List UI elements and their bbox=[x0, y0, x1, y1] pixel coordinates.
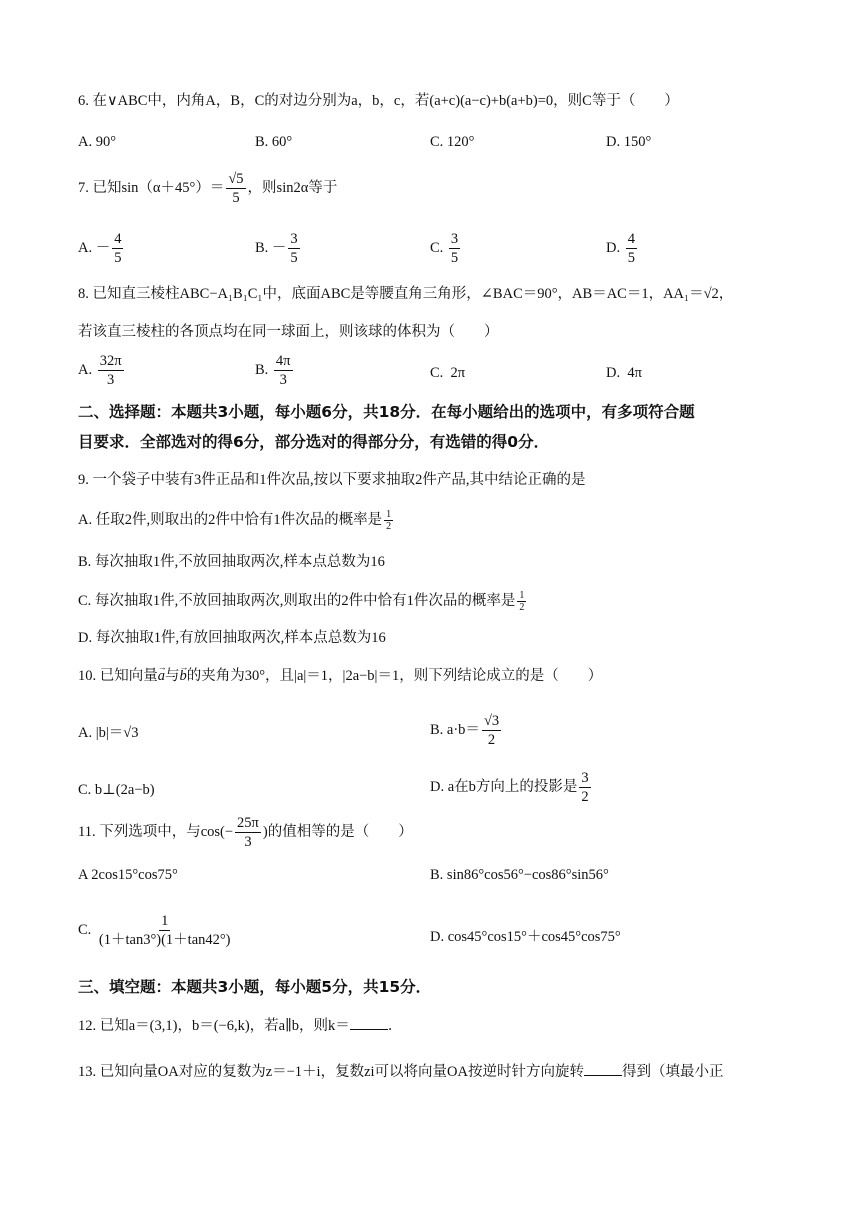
q7-option-a: A. － $\frac{4}{5}$ bbox=[78, 231, 122, 266]
q6-option-b: B. 60° bbox=[255, 134, 293, 150]
question-9-stem: 9. 一个袋子中装有3件正品和1件次品,按以下要求抽取2件产品,其中结论正确的是 bbox=[78, 472, 586, 488]
section-2-heading-line1: 二、选择题：本题共3小题，每小题6分，共18分．在每小题给出的选项中，有多项符合题 bbox=[78, 403, 695, 421]
q11-option-b: B. sin86°cos56°−cos86°sin56° bbox=[430, 867, 609, 883]
q10-option-a: A. |b|＝√3 bbox=[78, 725, 139, 741]
question-6-stem: 6. 在∨ABC中，内角A，B，C的对边分别为a，b，c，若(a+c)(a−c)+b(a+b)=0，则C等于（ ） bbox=[78, 93, 679, 109]
q10-option-c: C. b⊥(2a−b) bbox=[78, 782, 155, 798]
question-8-line1: 8. 已知直三棱柱ABC−A₁B₁C₁中，底面ABC是等腰直角三角形，∠BAC＝90°，AB＝AC＝1，AA₁＝√2， bbox=[78, 286, 734, 302]
q9-option-d: D. 每次抽取1件,有放回抽取两次,样本点总数为16 bbox=[78, 630, 386, 646]
q10-option-d: D. a在b方向上的投影是 $\frac{3}{2}$ bbox=[430, 770, 589, 805]
q6-option-d: D. 150° bbox=[606, 134, 652, 150]
q11-option-d: D. cos45°cos15°＋cos45°cos75° bbox=[430, 929, 621, 945]
question-8-line2: 若该直三棱柱的各顶点均在同一球面上，则该球的体积为（ ） bbox=[78, 324, 499, 340]
q9-option-b: B. 每次抽取1件,不放回抽取两次,样本点总数为16 bbox=[78, 554, 385, 570]
section-2-heading-line2: 目要求．全部选对的得6分，部分选对的得部分分，有选错的得0分． bbox=[78, 433, 550, 451]
q8-option-a: A. $\frac{32\pi}{3}$ bbox=[78, 353, 122, 388]
q11-option-a: A 2cos15°cos75° bbox=[78, 867, 178, 883]
q8-option-c: C. 2π bbox=[430, 365, 466, 381]
question-7-stem: 7. 已知sin（α＋45°）＝ $\frac{√5}{5}$ ，则sin2α等于 bbox=[78, 171, 338, 206]
q7-option-c: C. $\frac{3}{5}$ bbox=[430, 231, 459, 266]
q8-option-b: B. $\frac{4\pi}{3}$ bbox=[255, 353, 291, 388]
q8-option-d: D. 4π bbox=[606, 365, 642, 381]
q11-option-c: C. $\frac{1}{(1+\tan 3^\circ)(1+\tan 42^\circ)}$ bbox=[78, 913, 231, 948]
q7-option-b: B. － $\frac{3}{5}$ bbox=[255, 231, 298, 266]
question-11-stem: 11. 下列选项中，与cos(− $\frac{25\pi}{3}$ )的值相等的是（ ） bbox=[78, 815, 413, 850]
q6-option-c: C. 120° bbox=[430, 134, 475, 150]
q7-option-d: D. $\frac{4}{5}$ bbox=[606, 231, 635, 266]
q12-answer-blank[interactable] bbox=[350, 1015, 388, 1030]
question-10-stem: 10. 已知向量→ a与→ b的夹角为30°，且|a|＝1，|2a−b|＝1，则下列结论成立的是（ ） bbox=[78, 665, 602, 687]
q7-stem-fraction: $\frac{√5}{5}$ bbox=[228, 171, 244, 206]
q6-option-a: A. 90° bbox=[78, 134, 117, 150]
question-13-stem: 13. 已知向量OA对应的复数为z＝−1＋i，复数zi可以将向量OA按逆时针方向旋转 得到（填最小正 bbox=[78, 1061, 724, 1083]
q9-option-a: A. 任取2件,则取出的2件中恰有1件次品的概率是 $\frac{1}{2}$ bbox=[78, 509, 392, 533]
question-12-stem: 12. 已知a＝(3,1)，b＝(−6,k)，若a∥b，则k＝ ． bbox=[78, 1015, 402, 1037]
q13-answer-blank[interactable] bbox=[584, 1061, 622, 1076]
q9-option-c: C. 每次抽取1件,不放回抽取两次,则取出的2件中恰有1件次品的概率是 $\frac{1}{2}$ bbox=[78, 590, 525, 614]
q10-option-b: B. a·b＝ $\frac{√3}{2}$ bbox=[430, 713, 500, 748]
section-3-heading: 三、填空题：本题共3小题，每小题5分，共15分． bbox=[78, 978, 432, 996]
